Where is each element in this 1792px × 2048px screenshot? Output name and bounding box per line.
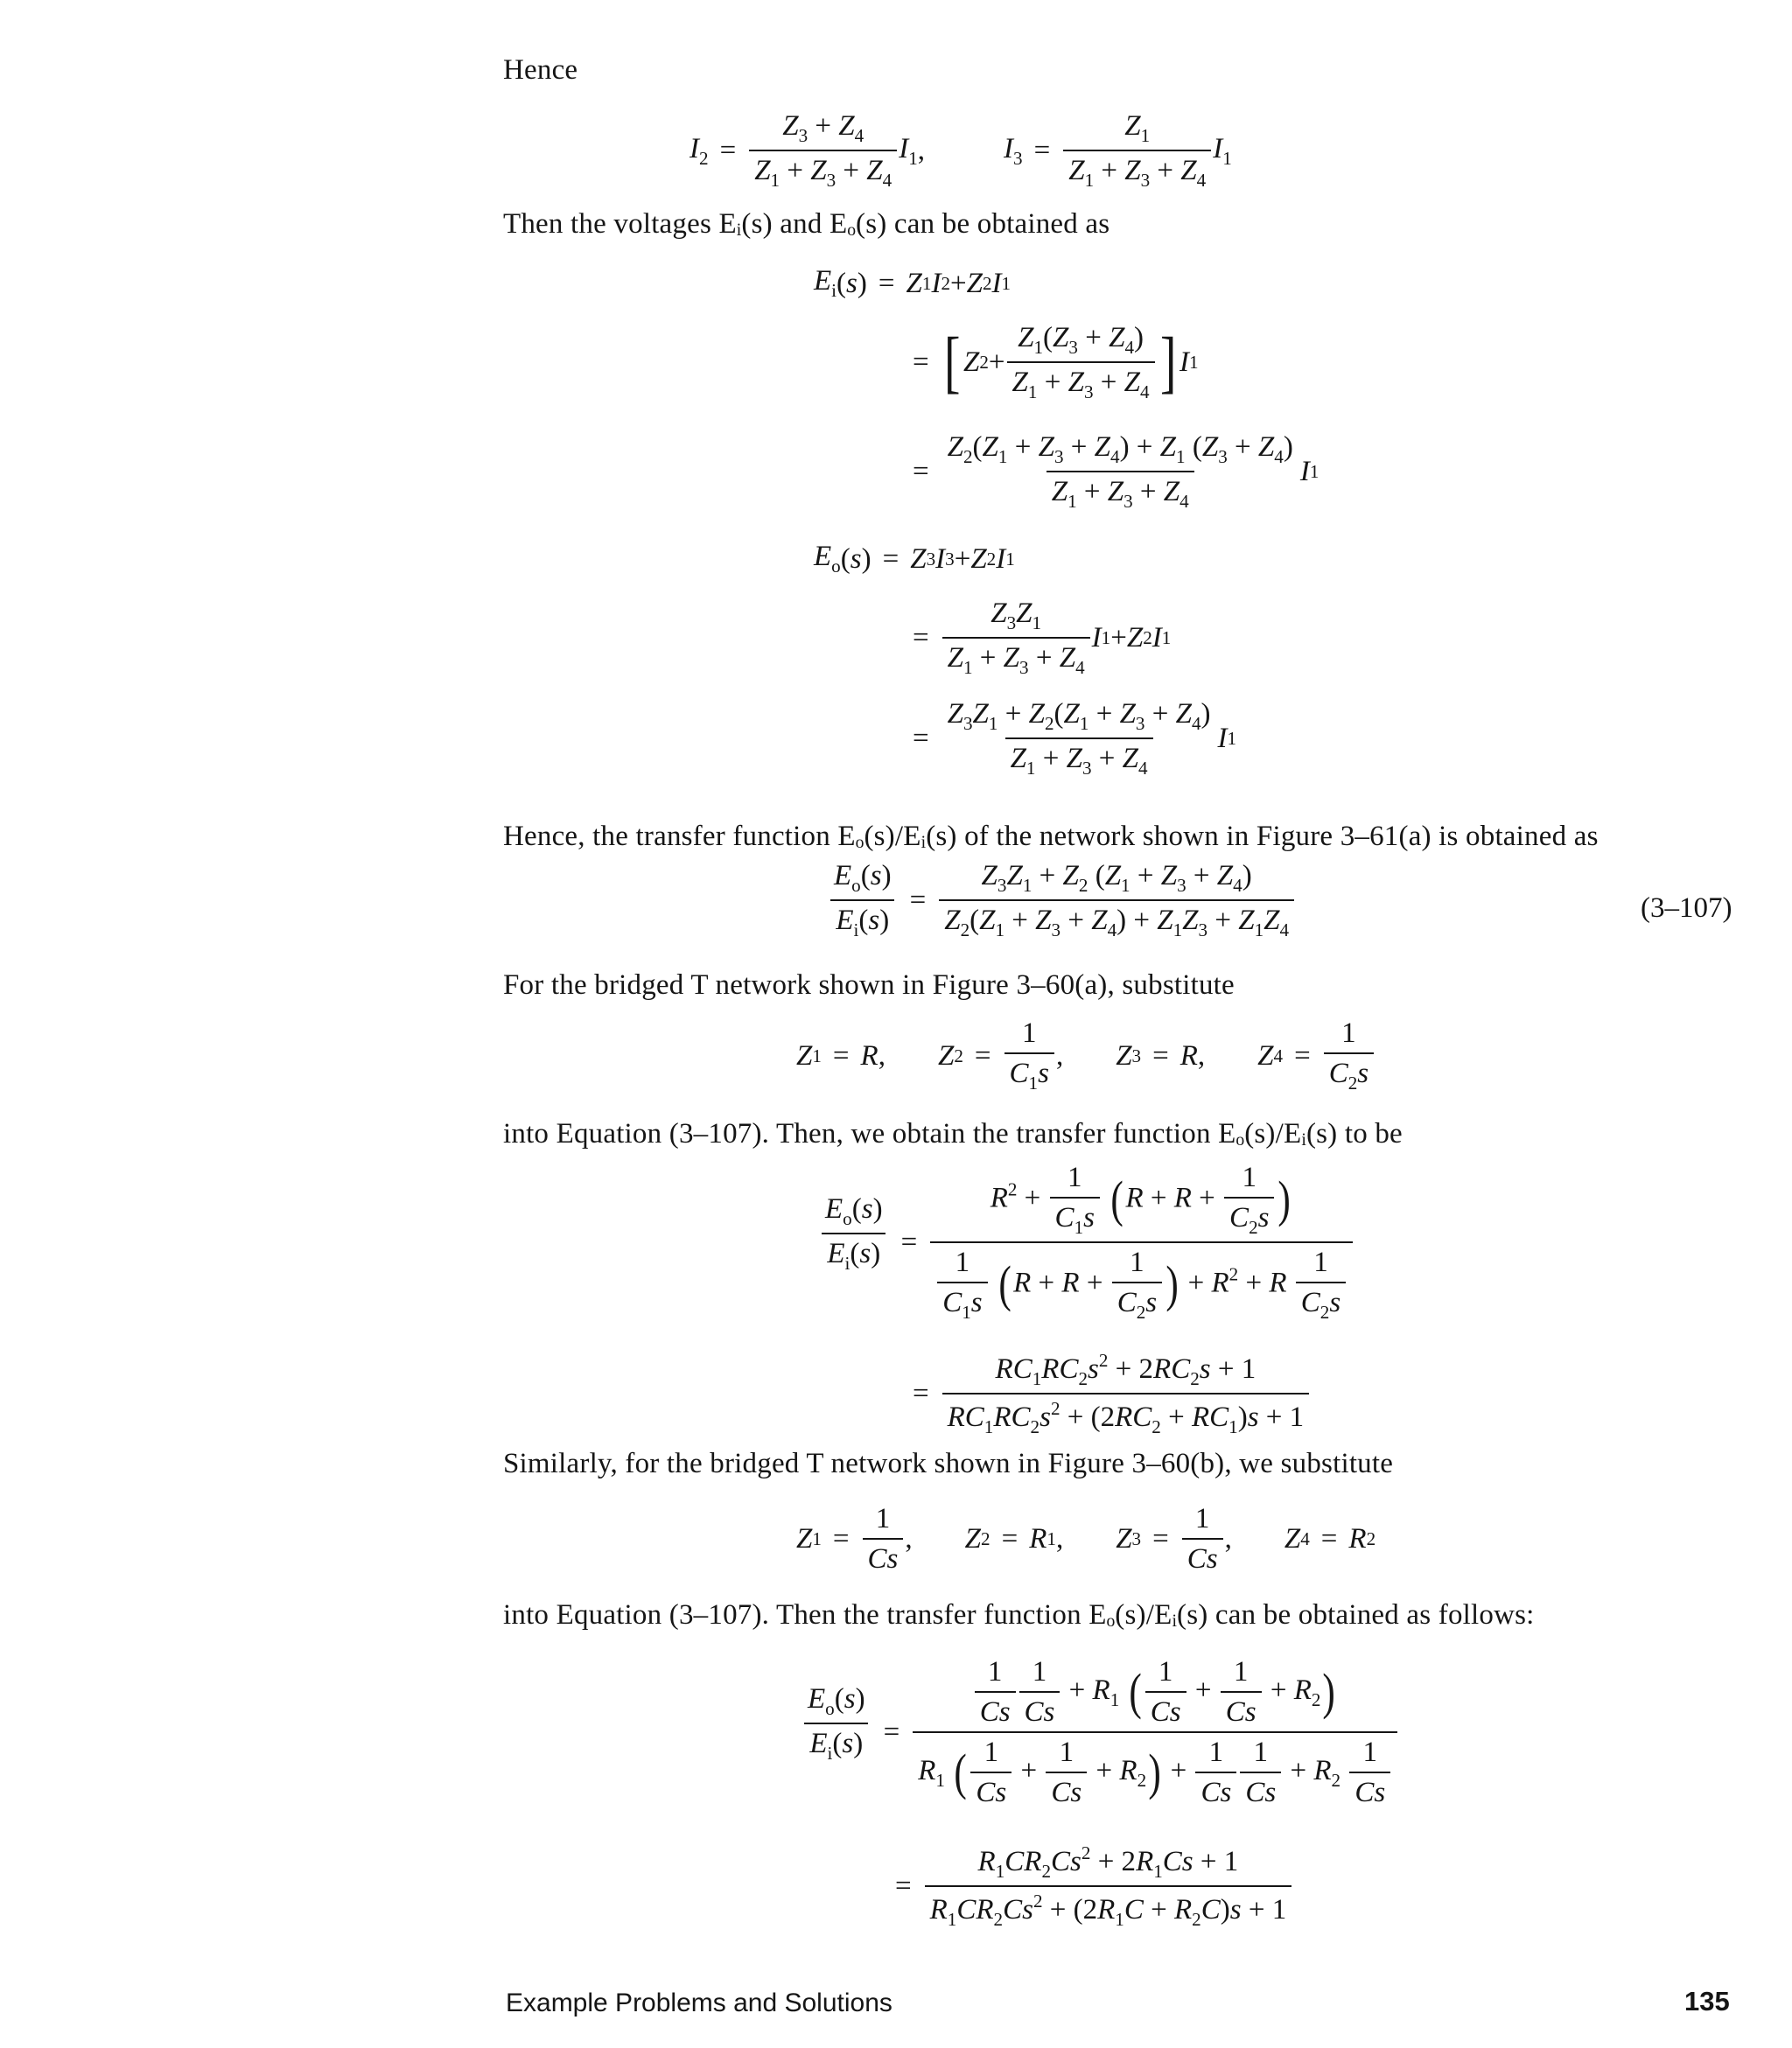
equation-tf-b-line1: $\frac{E_o(s)}{E_i(s)}$ = $\frac{1}{Cs}$ $\frac{1}{Cs}$ + $R_1$ ( $\frac{1}{Cs}$ + $\frac{1}{Cs}$ + $R_2$) $R_1$ ( $\frac{1}{Cs}$ + $\frac{1}{Cs}$ + $R_2$) + $\frac{1}{Cs}$ $\frac{1}{Cs}$ + $R_2$ $\frac{1}{Cs}$ [801,1658,1399,1807]
text-into-eq-a: into Equation (3–107). Then, we obtain the transfer function Eₒ(s)/Eᵢ(s) to be [503,1118,1403,1150]
footer-section-title: Example Problems and Solutions [506,1989,892,2017]
equation-tf-a-line1: $\frac{E_o(s)}{E_i(s)}$ = $R^2$ + $\frac{1}{C_1s}$ (R + R + $\frac{1}{C_2s}$ ) $\frac{1}{C_1s}$ (R + R + $\frac{1}{C_2s}$ ) + $R^2 + R$ $\frac{1}{C_2s}$ [818,1164,1354,1322]
page-number: 135 [1684,1986,1730,2017]
text-hence: Hence [503,54,578,86]
equation-substitute-a: Z 1 = R , Z 2 = $\frac{1}{C_1s}$ , Z 3 = R , Z 4 = $\frac{1}{C_2s}$ [796,1019,1376,1093]
equation-eo-line3: = $\frac{Z_3Z_1 + Z_2(Z_1 + Z_3 + Z_4)}{Z_1 + Z_3 + Z_4}$ I 1 [913,698,1237,779]
text-then-voltages: Then the voltages Eᵢ(s) and Eₒ(s) can be obtained as [503,208,1110,240]
text-into-eq-b: into Equation (3–107). Then the transfer function Eₒ(s)/Eᵢ(s) can be obtained as follows: [503,1599,1535,1631]
equation-3-107: $\frac{E_o(s)}{E_i(s)}$ = $\frac{Z_3Z_1 + Z_2 (Z_1 + Z_3 + Z_4)}{Z_2(Z_1 + Z_3 + Z_4) + Z_1Z_3 + Z_1Z_4}$ [827,862,1296,940]
equation-ei-line2: = [ Z 2 + $\frac{Z_1(Z_3 + Z_4)}{Z_1 + Z_3 + Z_4}$ ] I 1 [913,322,1199,403]
equation-tf-b-line2: = $\frac{R_1CR_2Cs^2 + 2R_1Cs + 1}{R_1CR_2Cs^2 + (2R_1C + R_2C)s + 1}$ [884,1844,1293,1929]
equation-ei-line1: $E_i$ ( s ) = Z 1 I 2 + Z 2 I 1 [814,265,1012,302]
equation-number: (3–107) [1641,892,1732,924]
text-bridged-a: For the bridged T network shown in Figure 3–60(a), substitute [503,969,1235,1001]
equation-substitute-b: Z 1 = $\frac{1}{Cs}$ , Z 2 = R 1 , Z 3 = $\frac{1}{Cs}$ , Z 4 = R 2 [796,1503,1376,1575]
equation-ei-line3: = $\frac{Z_2(Z_1 + Z_3 + Z_4) + Z_1 (Z_3 + Z_4)}{Z_1 + Z_3 + Z_4}$ I 1 [913,431,1320,513]
equation-currents: $I_2$ = $\frac{Z_3 + Z_4}{Z_1 + Z_3 + Z_4}$ $I_1$ , $I_3$ = $\frac{Z_1}{Z_1 + Z_3 + Z_4}$ $I_1$ [690,110,1232,192]
equation-tf-a-line2: = $\frac{RC_1RC_2s^2 + 2RC_2s + 1}{RC_1RC_2s^2 + (2RC_2 + RC_1)s + 1}$ [901,1352,1311,1436]
text-hence-transfer: Hence, the transfer function Eₒ(s)/Eᵢ(s) of the network shown in Figure 3–61(a) is obtained as [503,821,1599,852]
equation-eo-line1: $E_o$ ( s ) = Z 3 I 3 + Z 2 I 1 [814,541,1015,577]
text-similarly-b: Similarly, for the bridged T network shown in Figure 3–60(b), we substitute [503,1448,1394,1479]
equation-eo-line2: = $\frac{Z_3Z_1}{Z_1 + Z_3 + Z_4}$ I 1 + Z 2 I 1 [913,598,1172,679]
